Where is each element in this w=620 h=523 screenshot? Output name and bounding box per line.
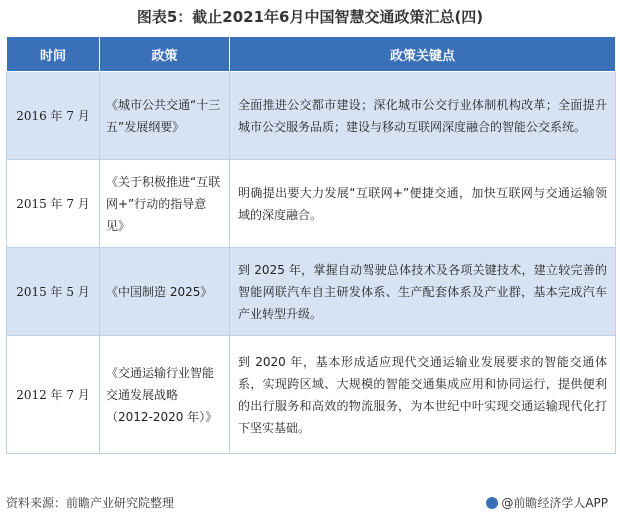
cell-key-points: 明确提出要大力发展“互联网+”便捷交通，加快互联网与交通运输领域的深度融合。 <box>230 160 616 248</box>
source-note: 资料来源：前瞻产业研究院整理 <box>6 496 175 510</box>
table-row <box>7 336 616 454</box>
policy-table <box>6 36 616 454</box>
cell-policy: 《交通运输行业智能交通发展战略（2012-2020 年）》 <box>100 336 230 454</box>
cell-time: 2015 年 5 月 <box>7 248 100 336</box>
header-time: 时间 <box>7 37 100 72</box>
table-row <box>7 72 616 160</box>
table-row <box>7 160 616 248</box>
cell-policy: 《中国制造 2025》 <box>100 248 230 336</box>
table-row <box>7 248 616 336</box>
cell-time: 2016 年 7 月 <box>7 72 100 160</box>
header-key-points: 政策关键点 <box>230 37 616 72</box>
footer <box>0 491 620 513</box>
cell-key-points: 全面推进公交都市建设；深化城市公交行业体制机构改革；全面提升城市公交服务品质；建设与移动互联网深度融合的智能公交系统。 <box>230 72 616 160</box>
cell-time: 2012 年 7 月 <box>7 336 100 454</box>
cell-policy: 《城市公共交通“十三五”发展纲要》 <box>100 72 230 160</box>
cell-policy: 《关于积极推进“互联网+”行动的指导意见》 <box>100 160 230 248</box>
brand-label: @前瞻经济学人APP <box>501 496 608 510</box>
chart-title: 图表5：截止2021年6月中国智慧交通政策汇总(四) <box>136 8 484 26</box>
cell-key-points: 到 2020 年，基本形成适应现代交通运输业发展要求的智能交通体系，实现跨区域、大规模的智能交通集成应用和协同运行，提供便利的出行服务和高效的物流服务，为本世纪中叶实现交通运输现代化打下坚实基础。 <box>230 336 616 454</box>
cell-time: 2015 年 7 月 <box>7 160 100 248</box>
brand-credit <box>486 494 608 511</box>
cell-key-points: 到 2025 年，掌握自动驾驶总体技术及各项关键技术，建立较完善的智能网联汽车自主研发体系、生产配套体系及产业群，基本完成汽车产业转型升级。 <box>230 248 616 336</box>
brand-logo-icon <box>486 497 498 509</box>
header-policy: 政策 <box>100 37 230 72</box>
table-header-row <box>7 37 616 72</box>
